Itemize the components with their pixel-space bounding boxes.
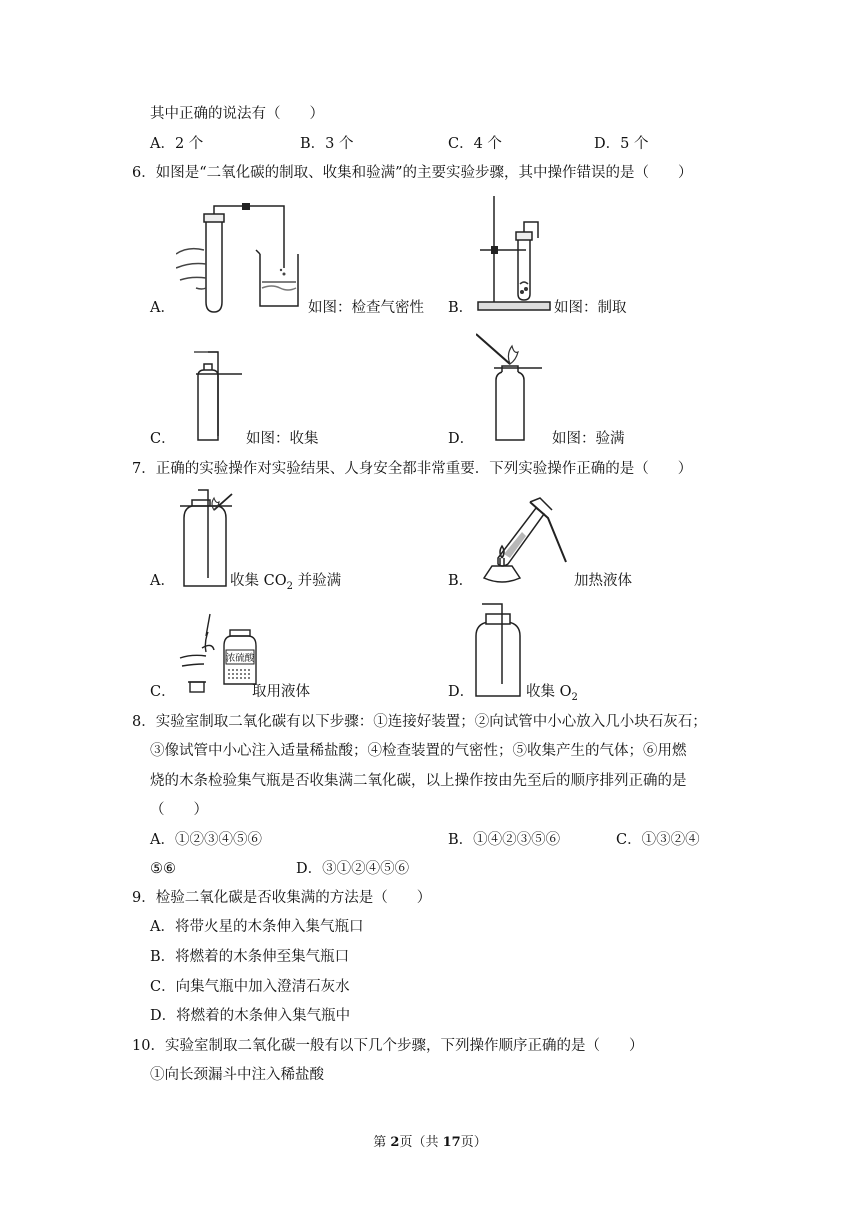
q8-option-d: D．③①②④⑤⑥	[296, 861, 410, 877]
q7-caption-a-tail: 并验满	[297, 573, 342, 589]
q6-figure-fullness-check	[476, 332, 548, 444]
footer-suffix: 页）	[460, 1135, 487, 1150]
q7-caption-a-wrap	[230, 571, 341, 597]
q5-stem-tail: 其中正确的说法有（ ）	[150, 106, 324, 122]
footer-page-number: 2	[390, 1135, 400, 1150]
footer-total-pages: 17	[442, 1135, 461, 1150]
q8-line-4: （ ）	[150, 802, 208, 818]
q7-option-c: C．	[150, 684, 176, 700]
q8-line-2: ③像试管中小心注入适量稀盐酸；④检查装置的气密性；⑤收集产生的气体；⑥用燃	[150, 743, 687, 759]
q7-option-d: D．	[448, 684, 475, 700]
q9-option-a: A．将带火星的木条伸入集气瓶口	[150, 919, 364, 935]
q6-option-c: C．	[150, 431, 176, 447]
q6-figure-production	[474, 194, 556, 316]
footer-prefix: 第	[373, 1135, 391, 1150]
q6-figure-collection	[194, 350, 252, 444]
q8-option-a: A．①②③④⑤⑥	[150, 832, 262, 848]
q8-line-3: 烧的木条检验集气瓶是否收集满二氧化碳，以上操作按由先至后的顺序排列正确的是	[150, 773, 687, 789]
q6-option-a: A．	[150, 300, 175, 316]
q7-option-a: A．	[150, 573, 175, 589]
q6-caption-c: 如图：收集	[246, 431, 319, 447]
q7-stem: 7．正确的实验操作对实验结果、人身安全都非常重要．下列实验操作正确的是（ ）	[132, 461, 693, 477]
q8-line-1: 8．实验室制取二氧化碳有以下步骤：①连接好装置；②向试管中小心放入几小块石灰石；	[132, 714, 707, 730]
q6-caption-d: 如图：验满	[552, 431, 625, 447]
q6-caption-b: 如图：制取	[554, 300, 627, 316]
q5-option-b: B．3 个	[300, 136, 354, 152]
q10-stem: 10．实验室制取二氧化碳一般有以下几个步骤，下列操作顺序正确的是（ ）	[132, 1038, 644, 1054]
q5-option-c: C．4 个	[448, 136, 502, 152]
q6-option-d: D．	[448, 431, 475, 447]
q7-caption-a-subscript: 2	[286, 580, 293, 592]
footer-middle: 页（共	[399, 1135, 443, 1150]
q6-figure-airtightness-check	[176, 198, 322, 316]
q7-caption-d-wrap	[526, 682, 578, 708]
bottle-label: 浓硫酸	[225, 653, 255, 664]
q9-stem: 9．检验二氧化碳是否收集满的方法是（ ）	[132, 890, 432, 906]
q7-caption-b: 加热液体	[574, 573, 632, 589]
q9-option-d: D．将燃着的木条伸入集气瓶中	[150, 1008, 351, 1024]
q6-caption-a: 如图：检查气密性	[308, 300, 424, 316]
q8-option-c: C．①③②④	[616, 832, 700, 848]
q7-caption-d-subscript: 2	[571, 691, 578, 703]
q10-step-1: ①向长颈漏斗中注入稀盐酸	[150, 1067, 324, 1083]
q6-option-b: B．	[448, 300, 474, 316]
q5-option-d: D．5 个	[594, 136, 649, 152]
q8-option-b: B．①④②③⑤⑥	[448, 832, 561, 848]
q7-caption-d: 收集 O	[526, 684, 572, 700]
q9-option-c: C．向集气瓶中加入澄清石灰水	[150, 979, 350, 995]
q7-option-b: B．	[448, 573, 474, 589]
q7-figure-collect-o2	[472, 602, 528, 700]
q7-caption-a: 收集 CO	[230, 573, 287, 589]
q8-option-c-continued: ⑤⑥	[150, 861, 176, 877]
q7-caption-c: 取用液体	[252, 684, 310, 700]
page-footer	[0, 1131, 860, 1150]
q6-stem: 6．如图是“二氧化碳的制取、收集和验满”的主要实验步骤，其中操作错误的是（ ）	[132, 165, 693, 181]
q5-option-a: A．2 个	[150, 136, 204, 152]
q9-option-b: B．将燃着的木条伸至集气瓶口	[150, 949, 350, 965]
q7-figure-heating-liquid	[474, 496, 574, 592]
